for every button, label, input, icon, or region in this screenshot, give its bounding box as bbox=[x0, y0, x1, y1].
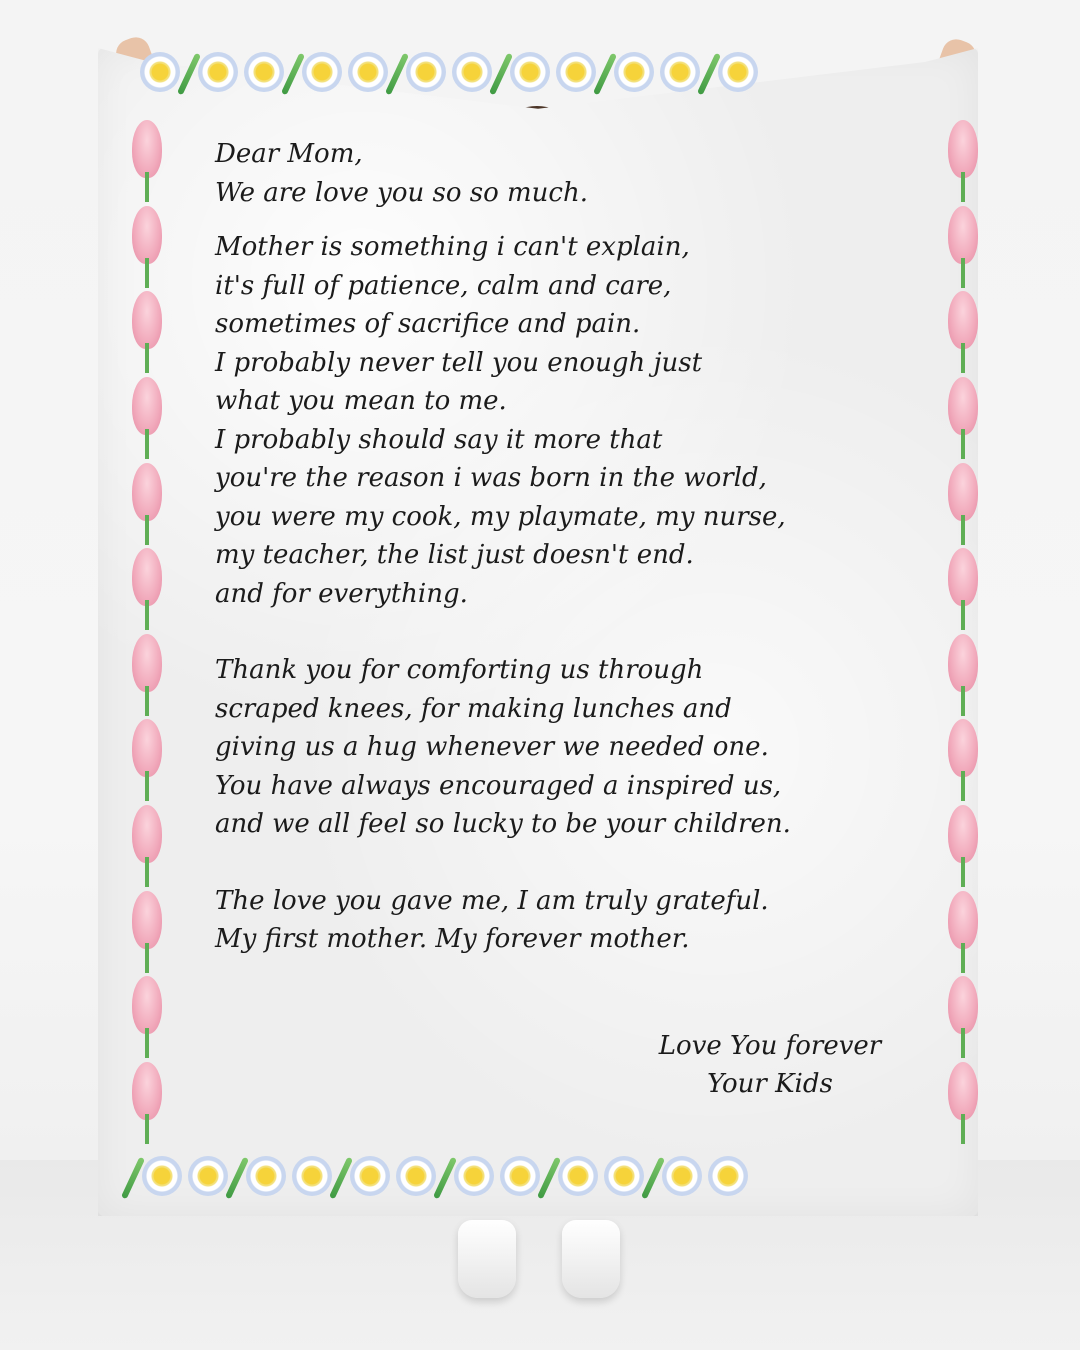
tulip-flower bbox=[948, 976, 978, 1034]
letter-line: I probably never tell you enough just bbox=[215, 347, 703, 378]
letter-signature bbox=[640, 1027, 900, 1103]
letter-line: We are love you so so much. bbox=[215, 177, 588, 208]
tulip-flower bbox=[132, 976, 162, 1034]
letter-line: Thank you for comforting us through bbox=[215, 655, 704, 685]
tulip-flower bbox=[948, 463, 978, 521]
daffodil-flower bbox=[604, 1156, 644, 1196]
daffodil-flower bbox=[718, 52, 758, 92]
tulip-flower bbox=[948, 891, 978, 949]
right-shoe bbox=[562, 1220, 620, 1298]
daffodil-flower bbox=[662, 1156, 702, 1196]
daffodil-flower bbox=[142, 1156, 182, 1196]
tulip-flower bbox=[948, 291, 978, 349]
daffodil-flower bbox=[188, 1156, 228, 1196]
feet bbox=[458, 1216, 618, 1296]
tulip-flower bbox=[132, 805, 162, 863]
daffodil-flower bbox=[140, 52, 180, 92]
letter-line: I probably should say it more that bbox=[215, 424, 663, 455]
daffodil-flower bbox=[246, 1156, 286, 1196]
daffodil-flower bbox=[454, 1156, 494, 1196]
letter-line: it's full of patience, calm and care, bbox=[215, 270, 672, 301]
tulip-flower bbox=[132, 891, 162, 949]
tulip-flower bbox=[948, 120, 978, 178]
daffodil-flower bbox=[510, 52, 550, 92]
right-tulip-border bbox=[928, 120, 998, 1120]
letter-line: My first mother. My forever mother. bbox=[215, 924, 690, 954]
letter-line: giving us a hug whenever we needed one. bbox=[215, 732, 769, 762]
tulip-flower bbox=[948, 805, 978, 863]
signature-line: Your Kids bbox=[707, 1069, 833, 1099]
daffodil-flower bbox=[558, 1156, 598, 1196]
tulip-flower bbox=[948, 377, 978, 435]
letter-line: Mother is something i can't explain, bbox=[215, 232, 690, 262]
daffodil-flower bbox=[198, 52, 238, 92]
letter-line: scraped knees, for making lunches and bbox=[215, 693, 732, 724]
tulip-flower bbox=[132, 548, 162, 606]
letter-line: You have always encouraged a inspired us, bbox=[215, 770, 782, 801]
letter-line: The love you gave me, I am truly grateful. bbox=[215, 885, 769, 916]
left-shoe bbox=[458, 1220, 516, 1298]
tulip-flower bbox=[132, 206, 162, 264]
signoff-line: Love You forever bbox=[658, 1031, 882, 1061]
letter-line: my teacher, the list just doesn't end. bbox=[215, 540, 694, 570]
daffodil-flower bbox=[396, 1156, 436, 1196]
tulip-flower bbox=[948, 634, 978, 692]
tulip-flower bbox=[948, 719, 978, 777]
daffodil-flower bbox=[556, 52, 596, 92]
tulip-flower bbox=[132, 377, 162, 435]
daffodil-flower bbox=[350, 1156, 390, 1196]
left-tulip-border bbox=[112, 120, 182, 1120]
daffodil-flower bbox=[614, 52, 654, 92]
tulip-flower bbox=[132, 120, 162, 178]
letter-line: you're the reason i was born in the world, bbox=[215, 463, 767, 493]
tulip-flower bbox=[132, 291, 162, 349]
letter-line: what you mean to me. bbox=[215, 386, 507, 416]
tulip-flower bbox=[948, 548, 978, 606]
letter-line: and we all feel so lucky to be your children. bbox=[215, 809, 791, 839]
daffodil-flower bbox=[500, 1156, 540, 1196]
daffodil-flower bbox=[348, 52, 388, 92]
daffodil-flower bbox=[660, 52, 700, 92]
letter-line: Dear Mom, bbox=[215, 139, 363, 169]
letter-line: sometimes of sacrifice and pain. bbox=[215, 309, 641, 339]
tulip-flower bbox=[132, 634, 162, 692]
daffodil-flower bbox=[406, 52, 446, 92]
tulip-flower bbox=[132, 463, 162, 521]
tulip-flower bbox=[948, 206, 978, 264]
letter-line: and for everything. bbox=[215, 578, 468, 609]
daffodil-flower bbox=[708, 1156, 748, 1196]
daffodil-flower bbox=[452, 52, 492, 92]
letter-line: you were my cook, my playmate, my nurse, bbox=[215, 501, 786, 532]
daffodil-flower bbox=[302, 52, 342, 92]
daffodil-flower bbox=[244, 52, 284, 92]
tulip-flower bbox=[132, 719, 162, 777]
letter-text bbox=[215, 135, 905, 959]
daffodil-flower bbox=[292, 1156, 332, 1196]
